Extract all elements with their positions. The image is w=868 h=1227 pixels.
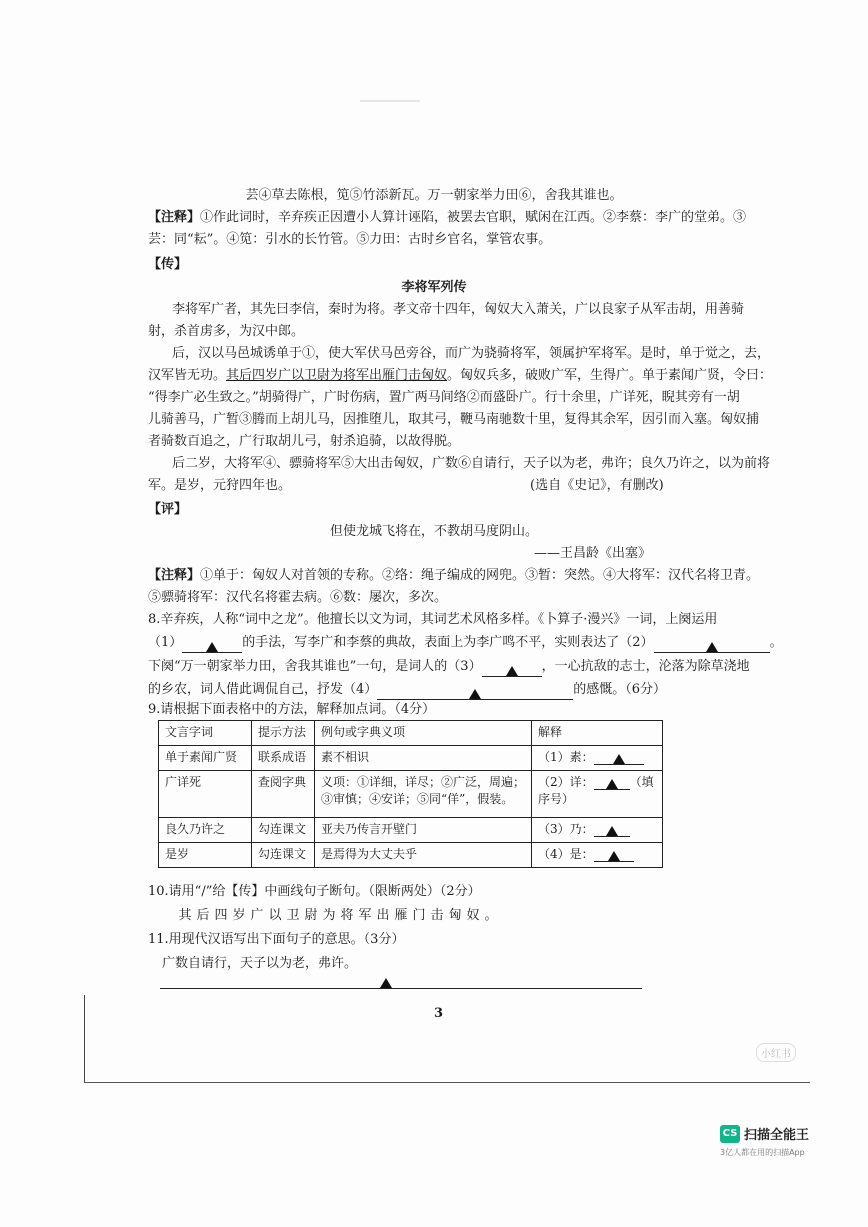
table-header: 文言字词 — [159, 721, 252, 746]
answer-line-q11[interactable] — [160, 988, 642, 989]
q8-line4: 的乡农，词人借此调侃自己，抒发（4） 的感慨。（6分） — [148, 680, 666, 700]
bio-notes-line2: ⑤骠骑将军：汉代名将霍去病。⑥数：屡次，多次。 — [148, 590, 448, 605]
triangle-icon — [469, 689, 481, 699]
q8-line1: 8.辛弃疾，人称“词中之龙”。他擅长以文为词，其词艺术风格多样。《卜算子·漫兴》一词，上阕运用 — [148, 612, 718, 627]
bio-p1-l2: 射，杀首虏多，为汉中郎。 — [148, 324, 305, 339]
bio-p2-l2: 汉军皆无功。其后四岁广以卫尉为将军出雁门击匈奴。匈奴兵多，破败广军，生得广。单于素闻广贤，令曰： — [148, 368, 773, 383]
q8-line3: 下阕“万一朝家举力田，舍我其谁也”一句，是词人的（3） ，一心抗敌的志士，沦落为除草浇地 — [148, 657, 750, 677]
bio-p3-l1: 后二岁，大将军④、骠骑将军⑤大出击匈奴，广数⑥自请行，天子以为老，弗许；良久乃许之，以为前将 — [172, 456, 771, 471]
cell-method: 勾连课文 — [252, 818, 315, 843]
cell-example: 是焉得为大丈夫乎 — [315, 843, 532, 868]
table-header: 例句或字典义项 — [315, 721, 532, 746]
q10-prompt: 10.请用“/”给【传】中画线句子断句。（限断两处）（2分） — [148, 884, 481, 899]
cell-example: 素不相识 — [315, 746, 532, 771]
table-row — [159, 746, 663, 771]
notes-label: 【注释】 — [148, 210, 201, 225]
cell-word: 广详死 — [159, 771, 252, 818]
table-row — [159, 843, 663, 868]
bio-p2-l4: 儿骑善马，广暂③腾而上胡儿马，因推堕儿，取其弓，鞭马南驰数十里，复得其余军，因引而入塞。匈奴捕 — [148, 412, 760, 427]
ping-author: ——王昌龄《出塞》 — [534, 546, 652, 561]
cell-word: 是岁 — [159, 843, 252, 868]
triangle-icon — [506, 666, 518, 676]
table-header: 解释 — [532, 721, 663, 746]
sentence-char[interactable]: 四 — [214, 908, 228, 923]
q11-prompt: 11.用现代汉语写出下面句子的意思。（3分） — [148, 932, 405, 947]
sentence-char[interactable]: 岁 — [232, 908, 246, 923]
ping-poem: 但使龙城飞将在，不教胡马度阴山。 — [329, 524, 538, 539]
table-header: 提示方法 — [252, 721, 315, 746]
poem-notes-line1: 【注释】①作此词时，辛弃疾正因遭小人算计诬陷，被罢去官职，赋闲在江西。②李蔡：李广的堂弟。③ — [148, 210, 747, 225]
q9-prompt: 9.请根据下面表格中的方法，解释加点词。（4分） — [148, 702, 436, 717]
scanner-brand-name: 扫描全能王 — [744, 1128, 810, 1143]
sentence-char[interactable]: 击 — [430, 908, 444, 923]
poem-notes-line2: 芸：同“耘”。④笕：引水的长竹管。⑤力田：古时乡官名，掌管农事。 — [148, 232, 552, 247]
q9-table — [158, 720, 663, 868]
sentence-char[interactable]: 门 — [412, 908, 426, 923]
cell-word: 单于素闻广贤 — [159, 746, 252, 771]
sentence-char[interactable]: 以 — [268, 908, 282, 923]
sentence-char[interactable]: 出 — [376, 908, 390, 923]
sentence-char[interactable]: 卫 — [286, 908, 300, 923]
scan-edge — [84, 995, 85, 1083]
triangle-icon — [613, 754, 625, 764]
sentence-char[interactable]: 雁 — [394, 908, 408, 923]
sentence-char[interactable]: 军 — [358, 908, 372, 923]
bio-p2-l1: 后，汉以马邑城诱单于①，使大军伏马邑旁谷，而广为骁骑将军，领属护军将军。是时，单于觉之，去， — [172, 346, 771, 361]
sentence-char[interactable]: 奴 — [466, 908, 480, 923]
scan-edge — [84, 1082, 810, 1083]
cell-method: 勾连课文 — [252, 843, 315, 868]
bio-p3-l2: 军。是岁，元狩四年也。 — [148, 478, 292, 493]
bio-p1-l1: 李将军广者，其先曰李信，秦时为将。孝文帝十四年，匈奴大入萧关，广以良家子从军击胡，用善骑 — [172, 302, 745, 317]
scanner-tagline: 3亿人都在用的扫描App — [720, 1148, 805, 1157]
section-ping: 【评】 — [148, 502, 188, 517]
triangle-icon — [706, 642, 718, 652]
watermark: 小红书 — [756, 1043, 796, 1062]
sentence-char[interactable]: 其 — [178, 908, 192, 923]
sentence-char[interactable]: 将 — [340, 908, 354, 923]
q8-line2: （1） 的手法，写李广和李蔡的典故，表面上为李广鸣不平，实则表达了（2） 。 — [148, 633, 783, 653]
cell-example: 义项：①详细，详尽；②广泛，周遍； ③审慎；④安详；⑤同“佯”，假装。 — [315, 771, 532, 818]
poem-tail: 芸④草去陈根，笕⑤竹添新瓦。万一朝家举力田⑥，舍我其谁也。 — [245, 188, 623, 203]
bio-p2-l5: 者骑数百追之，广行取胡儿弓，射杀追骑，以故得脱。 — [148, 434, 461, 449]
cell-word: 良久乃许之 — [159, 818, 252, 843]
table-header-row — [159, 721, 663, 746]
answer-blank-1[interactable] — [182, 638, 242, 653]
sentence-char[interactable]: 为 — [322, 908, 336, 923]
answer-blank-2[interactable] — [654, 638, 770, 653]
bio-p2-l3: “得李广必生致之。”胡骑得广，广时伤病，置广两马间络②而盛卧广。行十余里，广详死，睨其旁有一胡 — [148, 390, 740, 405]
answer-blank-table-3[interactable] — [594, 822, 630, 837]
triangle-icon — [606, 779, 618, 789]
table-row — [159, 818, 663, 843]
answer-blank-table-4[interactable] — [594, 847, 634, 862]
triangle-icon — [380, 978, 392, 988]
cell-answer: （4）是： — [532, 843, 663, 868]
page-number: 3 — [434, 1006, 444, 1021]
sentence-char[interactable]: 后 — [196, 908, 210, 923]
sentence-char[interactable]: 广 — [250, 908, 264, 923]
cell-method: 联系成语 — [252, 746, 315, 771]
sentence-char[interactable]: 。 — [484, 908, 498, 923]
answer-blank-table-2[interactable] — [594, 775, 630, 790]
cell-method: 查阅字典 — [252, 771, 315, 818]
answer-blank-table-1[interactable] — [594, 750, 644, 765]
underlined-sentence: 其后四岁广以卫尉为将军出雁门击匈奴 — [226, 368, 448, 383]
bio-notes-line1: 【注释】①单于：匈奴人对首领的专称。②络：绳子编成的网兜。③暂：突然。④大将军：汉代名将卫青。 — [148, 568, 760, 583]
q11-sentence: 广数自请行，天子以为老，弗许。 — [162, 956, 358, 971]
bio-title: 李将军列传 — [401, 280, 467, 295]
sentence-char[interactable]: 匈 — [448, 908, 462, 923]
bio-source: (选自《史记》，有删改) — [530, 478, 664, 493]
cell-answer: （1）素： — [532, 746, 663, 771]
scan-smudge — [360, 100, 420, 102]
triangle-icon — [206, 642, 218, 652]
triangle-icon — [606, 826, 618, 836]
section-zhuan: 【传】 — [148, 257, 188, 272]
cell-answer: （2）详： （填 序号） — [532, 771, 663, 818]
q10-sentence[interactable] — [176, 906, 500, 926]
answer-blank-3[interactable] — [482, 662, 542, 677]
camscanner-logo-icon: CS — [720, 1125, 740, 1143]
triangle-icon — [608, 851, 620, 861]
cell-example: 亚夫乃传言开壁门 — [315, 818, 532, 843]
cell-answer: （3）乃： — [532, 818, 663, 843]
table-row — [159, 771, 663, 818]
answer-blank-4[interactable] — [377, 685, 573, 700]
sentence-char[interactable]: 尉 — [304, 908, 318, 923]
